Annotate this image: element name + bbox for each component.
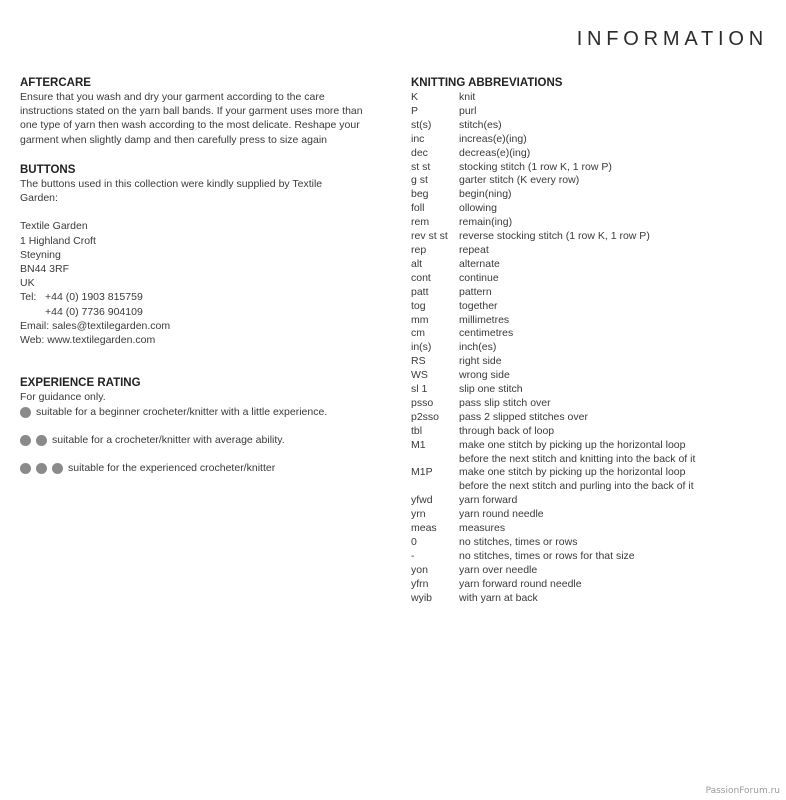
rating-average	[20, 433, 380, 447]
rating-dot-icon	[20, 463, 31, 474]
aftercare-line: Ensure that you wash and dry your garment according to the care	[20, 91, 325, 103]
buttons-section	[20, 163, 370, 347]
abbreviation-term: mm	[411, 313, 429, 326]
abbreviation-definition: yarn forward round needle	[459, 577, 582, 590]
abbreviation-definition: make one stitch by picking up the horizontal loop	[459, 438, 686, 451]
abbreviation-term: beg	[411, 188, 429, 201]
abbreviation-row	[411, 369, 781, 383]
abbreviation-term: cm	[411, 327, 425, 340]
watermark: PassionForum.ru	[705, 786, 780, 796]
abbreviation-row	[411, 91, 781, 105]
abbreviation-term: patt	[411, 285, 429, 298]
abbreviation-definition-continued: before the next stitch and knitting into the back of it	[459, 452, 696, 465]
abbreviation-term: 0	[411, 536, 417, 548]
buttons-line: The buttons used in this collection were kindly supplied by Textile	[20, 178, 323, 190]
aftercare-section	[20, 76, 370, 147]
abbreviation-definition: make one stitch by picking up the horizontal loop	[459, 466, 686, 479]
abbreviation-term: st st	[411, 160, 431, 173]
supplier-name: Textile Garden	[20, 220, 88, 233]
buttons-heading: BUTTONS	[20, 164, 76, 176]
aftercare-line: garment when slightly damp and then carefully press to size again	[20, 133, 328, 146]
experience-heading: EXPERIENCE RATING	[20, 377, 141, 389]
aftercare-heading: AFTERCARE	[20, 77, 91, 89]
abbreviation-term: meas	[411, 522, 437, 535]
abbreviation-term: RS	[411, 355, 426, 368]
abbreviation-term: foll	[411, 202, 425, 215]
abbreviation-row	[411, 592, 781, 606]
rating-dot-icon	[36, 463, 47, 474]
abbreviation-term: M1P	[411, 466, 433, 479]
supplier-email: Email: sales@textilegarden.com	[20, 319, 171, 332]
abbreviation-term: -	[411, 549, 415, 562]
abbreviation-definition: stitch(es)	[459, 118, 502, 131]
abbreviation-row	[411, 466, 781, 480]
rating-dot-icon	[20, 435, 31, 446]
abbreviation-term: in(s)	[411, 341, 432, 354]
abbreviation-definition: centimetres	[459, 327, 514, 340]
abbreviation-term: dec	[411, 146, 428, 159]
abbreviation-definition: measures	[459, 522, 506, 535]
abbreviation-row	[411, 355, 781, 369]
rating-beginner	[20, 405, 380, 419]
abbreviation-term: P	[411, 104, 419, 117]
abbreviation-term: rem	[411, 216, 430, 229]
abbreviation-row	[411, 244, 781, 258]
abbreviation-term: alt	[411, 257, 423, 270]
abbreviation-row	[411, 508, 781, 522]
tel-label: Tel:	[20, 291, 37, 304]
supplier-country: UK	[20, 277, 35, 290]
rating-dot-icon	[36, 435, 47, 446]
supplier-town: Steyning	[20, 248, 61, 261]
abbreviation-row	[411, 425, 781, 439]
abbreviation-term: st(s)	[411, 118, 432, 131]
supplier-tel-1: +44 (0) 1903 815759	[45, 291, 143, 304]
abbreviation-term: M1	[411, 438, 426, 451]
abbreviation-definition: slip one stitch	[459, 383, 523, 396]
abbreviation-definition: no stitches, times or rows	[459, 536, 578, 548]
right-column	[411, 76, 781, 606]
abbreviation-definition: begin(ning)	[459, 188, 512, 201]
abbreviation-term: inc	[411, 132, 425, 145]
abbreviation-row	[411, 327, 781, 341]
abbreviation-definition: stocking stitch (1 row K, 1 row P)	[459, 160, 612, 173]
abbreviations-list	[411, 91, 781, 606]
abbreviation-row	[411, 216, 781, 230]
abbreviation-definition: no stitches, times or rows for that size	[459, 549, 635, 562]
abbreviations-heading: KNITTING ABBREVIATIONS	[411, 77, 563, 89]
abbreviation-definition: wrong side	[459, 369, 510, 382]
abbreviation-definition: right side	[459, 355, 502, 368]
abbreviation-term: K	[411, 91, 419, 103]
abbreviation-row	[411, 258, 781, 272]
abbreviation-definition: with yarn at back	[459, 591, 538, 604]
abbreviation-definition: pass slip stitch over	[459, 396, 551, 409]
abbreviation-row	[411, 133, 781, 147]
abbreviation-definition: ollowing	[459, 202, 497, 215]
abbreviation-definition: yarn over needle	[459, 563, 538, 576]
rating-text: suitable for a beginner crocheter/knitter with a little experience.	[36, 406, 328, 419]
abbreviation-row	[411, 564, 781, 578]
rating-experienced	[20, 461, 380, 475]
abbreviation-definition-continued: before the next stitch and purling into the back of it	[459, 480, 694, 493]
abbreviation-definition: together	[459, 299, 498, 312]
abbreviation-definition: inch(es)	[459, 341, 497, 354]
abbreviation-row	[411, 439, 781, 453]
abbreviation-row	[411, 383, 781, 397]
aftercare-line: instructions stated on the yarn ball bands. If your garment uses more than	[20, 105, 363, 118]
abbreviation-definition: millimetres	[459, 313, 510, 326]
abbreviation-term: cont	[411, 271, 431, 284]
abbreviation-term: WS	[411, 369, 428, 382]
buttons-line: Garden:	[20, 192, 58, 205]
abbreviation-term: wyib	[411, 591, 433, 604]
abbreviation-definition: decreas(e)(ing)	[459, 146, 531, 159]
abbreviation-row	[411, 300, 781, 314]
supplier-tel-row	[20, 290, 370, 304]
abbreviation-definition: continue	[459, 271, 499, 284]
abbreviation-row	[411, 314, 781, 328]
abbreviation-term: yrn	[411, 508, 426, 521]
experience-rating-section	[20, 376, 380, 475]
abbreviation-row	[411, 341, 781, 355]
supplier-web: Web: www.textilegarden.com	[20, 334, 156, 347]
experience-intro: For guidance only.	[20, 391, 106, 403]
abbreviation-row	[411, 494, 781, 508]
abbreviation-term: g st	[411, 174, 428, 187]
abbreviation-term: psso	[411, 396, 434, 409]
abbreviation-row	[411, 411, 781, 425]
abbreviation-row	[411, 522, 781, 536]
abbreviation-definition: purl	[459, 104, 477, 117]
abbreviation-term: tbl	[411, 424, 423, 437]
abbreviation-row	[411, 119, 781, 133]
abbreviation-definition: knit	[459, 91, 476, 103]
abbreviation-row	[411, 286, 781, 300]
abbreviation-row	[411, 397, 781, 411]
supplier-address	[20, 219, 370, 347]
abbreviation-definition: through back of loop	[459, 424, 555, 437]
abbreviation-row	[411, 536, 781, 550]
supplier-street: 1 Highland Croft	[20, 234, 96, 247]
abbreviation-definition: pattern	[459, 285, 492, 298]
abbreviation-definition: repeat	[459, 243, 489, 256]
abbreviation-term: rep	[411, 243, 427, 256]
abbreviation-row	[411, 105, 781, 119]
abbreviation-row	[411, 272, 781, 286]
abbreviation-definition: alternate	[459, 257, 500, 270]
abbreviation-row	[411, 230, 781, 244]
abbreviation-term: rev st st	[411, 230, 448, 243]
abbreviation-row	[411, 578, 781, 592]
abbreviation-term: yfwd	[411, 494, 433, 507]
abbreviation-row	[411, 202, 781, 216]
abbreviation-row	[411, 188, 781, 202]
rating-text: suitable for a crocheter/knitter with average ability.	[52, 434, 285, 447]
abbreviation-term: yfrn	[411, 577, 429, 590]
abbreviation-row	[411, 161, 781, 175]
abbreviation-definition: reverse stocking stitch (1 row K, 1 row P)	[459, 230, 650, 243]
abbreviation-row	[411, 550, 781, 564]
abbreviation-definition: pass 2 slipped stitches over	[459, 410, 588, 423]
rating-dot-icon	[52, 463, 63, 474]
aftercare-line: one type of yarn then wash according to the most delicate. Reshape your	[20, 119, 360, 132]
supplier-postcode: BN44 3RF	[20, 263, 70, 276]
rating-text: suitable for the experienced crocheter/knitter	[68, 462, 276, 475]
abbreviation-term: p2sso	[411, 410, 440, 423]
abbreviation-row	[411, 147, 781, 161]
abbreviation-definition: garter stitch (K every row)	[459, 174, 580, 187]
abbreviation-term: tog	[411, 299, 426, 312]
abbreviation-definition: increas(e)(ing)	[459, 132, 527, 145]
rating-dot-icon	[20, 407, 31, 418]
supplier-tel-2: +44 (0) 7736 904109	[45, 305, 143, 318]
abbreviation-definition: yarn round needle	[459, 508, 544, 521]
abbreviation-term: sl 1	[411, 383, 428, 396]
abbreviation-definition: yarn forward	[459, 494, 518, 507]
abbreviation-definition: remain(ing)	[459, 216, 513, 229]
abbreviation-term: yon	[411, 563, 428, 576]
page-title: INFORMATION	[576, 28, 768, 50]
abbreviation-row	[411, 174, 781, 188]
